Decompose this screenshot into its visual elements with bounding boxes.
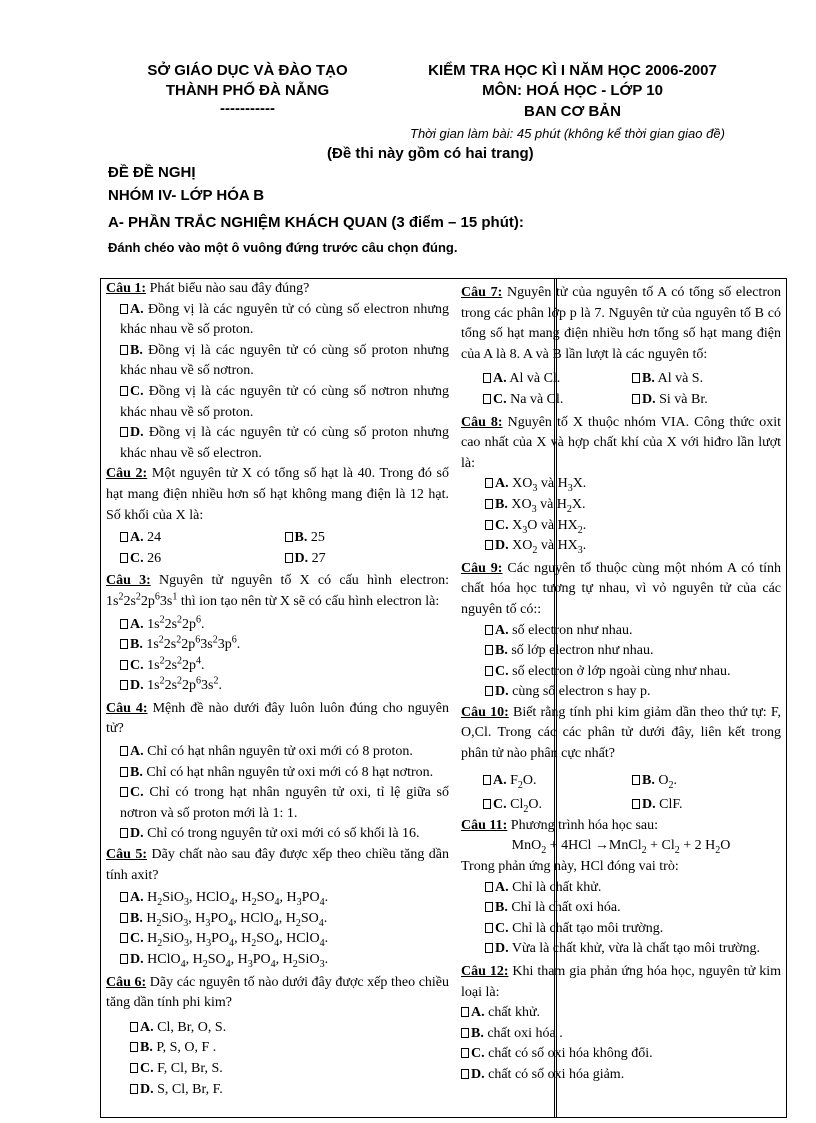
option-b[interactable]: B. $H_2SiO_3$, $H_3PO_4$, HClO$_4$, $H_2SO_4$. bbox=[106, 909, 449, 930]
option-b[interactable]: B. Chỉ có hạt nhân nguyên tử oxi mới có 8 hạt nơtron. bbox=[106, 763, 449, 784]
checkbox[interactable] bbox=[485, 499, 493, 509]
option-d[interactable]: D. cùng số electron s hay p. bbox=[461, 682, 781, 703]
option-a[interactable]: A. chất khử. bbox=[461, 1003, 781, 1024]
option-a[interactable]: A. Đồng vị là các nguyên tử có cùng số electron nhưng khác nhau về số proton. bbox=[120, 301, 450, 338]
option-b[interactable]: B. Al và S. bbox=[632, 369, 781, 390]
checkbox[interactable] bbox=[120, 345, 128, 355]
checkbox[interactable] bbox=[461, 1048, 469, 1058]
checkbox[interactable] bbox=[632, 394, 640, 404]
question-6 bbox=[106, 973, 449, 1101]
question-stem: Mệnh đề nào dưới đây luôn luôn đúng cho nguyên tử? bbox=[106, 700, 449, 737]
checkbox[interactable] bbox=[120, 746, 128, 756]
question-5 bbox=[106, 845, 449, 971]
checkbox[interactable] bbox=[485, 520, 493, 530]
instruction: Đánh chéo vào một ô vuông đứng trước câu chọn đúng. bbox=[108, 240, 458, 255]
question-number: Câu 8: bbox=[461, 414, 503, 430]
question-stem: Phát biểu nào sau đây đúng? bbox=[149, 281, 310, 296]
option-a[interactable]: A. $H_2SiO_3$, HClO$_4$, $H_2SO_4$, $H_3PO_4$. bbox=[106, 888, 449, 909]
left-column bbox=[106, 279, 449, 1100]
question-number: Câu 6: bbox=[106, 974, 147, 990]
question-11 bbox=[461, 816, 781, 960]
option-b[interactable]: B. 25 bbox=[285, 528, 450, 549]
checkbox[interactable] bbox=[485, 540, 493, 550]
checkbox[interactable] bbox=[120, 619, 128, 629]
question-frame bbox=[100, 278, 787, 1118]
checkbox[interactable] bbox=[461, 1007, 469, 1017]
checkbox[interactable] bbox=[120, 660, 128, 670]
option-b[interactable]: B. $1s^22s^22p^63s^23p^6$. bbox=[106, 635, 449, 656]
option-b[interactable]: B. Đồng vị là các nguyên tử có cùng số proton nhưng khác nhau về số nơtron. bbox=[120, 342, 450, 379]
option-c[interactable]: C. $Cl_2O$. bbox=[483, 795, 632, 816]
option-a[interactable]: A. số electron như nhau. bbox=[461, 621, 781, 642]
option-b[interactable]: B. P, S, O, F . bbox=[106, 1038, 449, 1059]
question-4 bbox=[106, 699, 449, 845]
header-rule: ----------- bbox=[220, 100, 275, 117]
checkbox[interactable] bbox=[120, 532, 128, 542]
question-stem: Nguyên tố X thuộc nhóm VIA. Công thức oxit cao nhất của X và hợp chất khí của X với hiđro lần lượt là: bbox=[461, 414, 782, 471]
checkbox[interactable] bbox=[130, 1022, 138, 1032]
question-number: Câu 1: bbox=[106, 281, 147, 296]
option-b[interactable]: B. chất oxi hóa . bbox=[461, 1024, 781, 1045]
option-d[interactable]: D. Chỉ có trong nguyên tử oxi mới có số khối là 16. bbox=[106, 824, 449, 845]
option-a[interactable]: A. 24 bbox=[120, 528, 285, 549]
checkbox[interactable] bbox=[632, 373, 640, 383]
checkbox[interactable] bbox=[485, 645, 493, 655]
checkbox[interactable] bbox=[120, 304, 128, 314]
option-d[interactable]: D. 27 bbox=[285, 549, 450, 570]
checkbox[interactable] bbox=[461, 1069, 469, 1079]
option-d[interactable]: D. S, Cl, Br, F. bbox=[106, 1080, 449, 1101]
question-stem: Các nguyên tố thuộc cùng một nhóm A có tính chất hóa học tương tự nhau, vì vỏ nguyên tử của các nguyên tố có:: bbox=[461, 560, 782, 617]
question-1 bbox=[106, 279, 449, 464]
question-number: Câu 3: bbox=[106, 573, 151, 589]
question-stem: Dãy chất nào sau đây được xếp theo chiều tăng dần tính axit? bbox=[106, 847, 450, 883]
question-stem: Biết rằng tính phi kim giảm dần theo thứ tự: F, O,Cl. Trong các các phân tử dưới đây, liên kết trong phân tử nào phân cực nhất? bbox=[461, 704, 782, 762]
checkbox[interactable] bbox=[120, 787, 128, 797]
checkbox[interactable] bbox=[461, 1028, 469, 1038]
question-number: Câu 7: bbox=[461, 285, 503, 300]
city-name: THÀNH PHỐ ĐÀ NẴNG bbox=[165, 82, 330, 99]
checkbox[interactable] bbox=[285, 553, 293, 563]
question-stem: Khi tham gia phản ứng hóa học, nguyên tử kim loại là: bbox=[461, 964, 781, 1000]
question-number: Câu 10: bbox=[461, 704, 509, 720]
option-a[interactable]: A. Al và Cl. bbox=[483, 369, 632, 390]
checkbox[interactable] bbox=[485, 686, 493, 696]
checkbox[interactable] bbox=[120, 933, 128, 943]
checkbox[interactable] bbox=[130, 1084, 138, 1094]
option-b[interactable]: B. Chỉ là chất oxi hóa. bbox=[461, 898, 781, 919]
checkbox[interactable] bbox=[483, 775, 491, 785]
option-d[interactable]: D. ClF. bbox=[632, 795, 781, 816]
option-c[interactable]: C. $H_2SiO_3$, $H_3PO_4$, $H_2SO_4$, HClO$_4$. bbox=[106, 929, 449, 950]
checkbox[interactable] bbox=[485, 478, 493, 488]
option-c[interactable]: C. số electron ở lớp ngoài cùng như nhau. bbox=[461, 662, 781, 683]
question-number: Câu 2: bbox=[106, 466, 148, 482]
option-d[interactable]: D. Vừa là chất khử, vừa là chất tạo môi trường. bbox=[461, 939, 781, 960]
checkbox[interactable] bbox=[120, 639, 128, 649]
option-c[interactable]: C. Chỉ là chất tạo môi trường. bbox=[461, 919, 781, 940]
checkbox[interactable] bbox=[120, 767, 128, 777]
option-b[interactable]: B. $O_2$. bbox=[632, 771, 781, 792]
checkbox[interactable] bbox=[120, 386, 128, 396]
checkbox[interactable] bbox=[120, 427, 128, 437]
option-a[interactable]: A. $F_2O$. bbox=[483, 771, 632, 792]
question-12 bbox=[461, 962, 781, 1086]
time-note: Thời gian làm bài: 45 phút (không kể thời gian giao đề) bbox=[410, 126, 725, 141]
checkbox[interactable] bbox=[485, 666, 493, 676]
option-c[interactable]: C. $X_3O$ và $HX_2$. bbox=[461, 516, 781, 537]
section-title: A- PHẦN TRẮC NGHIỆM KHÁCH QUAN (3 điểm – 15 phút): bbox=[108, 214, 524, 231]
question-8 bbox=[461, 413, 781, 557]
question-stem: Phương trình hóa học sau: bbox=[510, 817, 658, 833]
checkbox[interactable] bbox=[120, 892, 128, 902]
question-number: Câu 11: bbox=[461, 817, 508, 833]
subject-line: MÔN: HOÁ HỌC - LỚP 10 bbox=[482, 82, 663, 99]
option-c[interactable]: C. $1s^22s^22p^4$. bbox=[106, 656, 449, 677]
question-9 bbox=[461, 559, 781, 703]
checkbox[interactable] bbox=[120, 954, 128, 964]
option-a[interactable]: A. $XO_3$ và $H_3X$. bbox=[461, 474, 781, 495]
checkbox[interactable] bbox=[120, 913, 128, 923]
option-b[interactable]: B. $XO_3$ và $H_2X$. bbox=[461, 495, 781, 516]
option-a[interactable]: A. $1s^22s^22p^6$. bbox=[106, 615, 449, 636]
checkbox[interactable] bbox=[483, 394, 491, 404]
option-d[interactable]: D. $1s^22s^22p^63s^2$. bbox=[106, 676, 449, 697]
reaction-equation: MnO$_2$ + 4HCl →MnCl$_2$ + $Cl_2 + 2$ $H_2O$ bbox=[511, 838, 731, 857]
checkbox[interactable] bbox=[632, 799, 640, 809]
option-c[interactable]: C. chất có số oxi hóa không đổi. bbox=[461, 1044, 781, 1065]
checkbox[interactable] bbox=[130, 1042, 138, 1052]
checkbox[interactable] bbox=[120, 828, 128, 838]
program-line: BAN CƠ BẢN bbox=[524, 103, 621, 120]
group-label: NHÓM IV- LỚP HÓA B bbox=[108, 187, 265, 204]
right-column bbox=[461, 283, 781, 1086]
question-7 bbox=[461, 283, 781, 411]
checkbox[interactable] bbox=[120, 553, 128, 563]
option-c[interactable]: C. Chỉ có trong hạt nhân nguyên tử oxi, tỉ lệ giữa số nơtron và số proton mới là 1: 1. bbox=[120, 785, 449, 821]
option-d[interactable]: D. $XO_2$ và $HX_3$. bbox=[461, 536, 781, 557]
option-c[interactable]: C. Đồng vị là các nguyên tử có cùng số nơtron nhưng khác nhau về số proton. bbox=[120, 383, 449, 420]
checkbox[interactable] bbox=[485, 882, 493, 892]
option-a[interactable]: A. Chỉ có hạt nhân nguyên tử oxi mới có 8 proton. bbox=[106, 742, 449, 763]
option-a[interactable]: A. Chỉ là chất khử. bbox=[461, 878, 781, 899]
question-number: Câu 12: bbox=[461, 964, 509, 979]
checkbox[interactable] bbox=[485, 625, 493, 635]
question-followup: Trong phản ứng này, HCl đóng vai trò: bbox=[461, 859, 679, 875]
question-2 bbox=[106, 464, 449, 569]
checkbox[interactable] bbox=[483, 799, 491, 809]
question-stem: Một nguyên tử X có tổng số hạt là 40. Trong đó số hạt mang điện nhiều hơn số hạt không mang điện là 12 hạt. Số khối của X là: bbox=[106, 466, 449, 523]
question-number: Câu 4: bbox=[106, 700, 148, 716]
question-number: Câu 9: bbox=[461, 560, 503, 576]
checkbox[interactable] bbox=[130, 1063, 138, 1073]
option-a[interactable]: A. Cl, Br, O, S. bbox=[106, 1018, 449, 1039]
checkbox[interactable] bbox=[120, 680, 128, 690]
question-3: Câu 3: Nguyên tử nguyên tố X có cấu hình electron: $1s^22s^22p^63s^1$ thì ion tạo nên từ X sẽ có cấu hình electron là: A. $1s^22s^22p^6$. B. $1s^22s^22p^63s^23p^6$. C. $1s^22s^22p^4$. D. $1s^22s^22p^63s^2$. bbox=[106, 571, 449, 697]
question-stem: Dãy các nguyên tố nào dưới đây được xếp theo chiều tăng dần tính phi kim? bbox=[106, 974, 450, 1011]
checkbox[interactable] bbox=[485, 943, 493, 953]
option-d[interactable]: D. Si và Br. bbox=[632, 390, 781, 411]
option-d[interactable]: D. chất có số oxi hóa giảm. bbox=[461, 1065, 781, 1086]
checkbox[interactable] bbox=[632, 775, 640, 785]
checkbox[interactable] bbox=[485, 923, 493, 933]
option-d[interactable]: D. Đồng vị là các nguyên tử có cùng số proton nhưng khác nhau về số electron. bbox=[120, 425, 450, 461]
question-number: Câu 5: bbox=[106, 847, 148, 863]
checkbox[interactable] bbox=[485, 902, 493, 912]
option-c[interactable]: C. 26 bbox=[120, 549, 285, 570]
checkbox[interactable] bbox=[483, 373, 491, 383]
option-c[interactable]: C. F, Cl, Br, S. bbox=[106, 1059, 449, 1080]
question-10 bbox=[461, 703, 781, 816]
exam-title: KIỂM TRA HỌC KÌ I NĂM HỌC 2006-2007 bbox=[428, 62, 717, 79]
checkbox[interactable] bbox=[285, 532, 293, 542]
option-c[interactable]: C. Na và Cl. bbox=[483, 390, 632, 411]
pages-note: (Đề thi này gồm có hai trang) bbox=[327, 145, 534, 162]
question-stem: Nguyên tử nguyên tố X có cấu hình electron: bbox=[158, 573, 449, 589]
option-b[interactable]: B. số lớp electron như nhau. bbox=[461, 641, 781, 662]
question-stem: Nguyên tử của nguyên tố A có tổng số electron trong các phân lớp p là 7. Nguyên tử của nguyên tố B có tổng số hạt mang điện nhiều hơn tổng số hạt mang điện của A là 8. A và B lần lượt là các nguyên tố: bbox=[461, 285, 781, 362]
option-d[interactable]: D. HClO$_4$, $H_2SO_4$, $H_3PO_4$, $H_2SiO_3$. bbox=[106, 950, 449, 971]
department-name: SỞ GIÁO DỤC VÀ ĐÀO TẠO bbox=[147, 62, 348, 79]
exam-type-label: ĐỀ ĐỀ NGHỊ bbox=[108, 164, 196, 181]
